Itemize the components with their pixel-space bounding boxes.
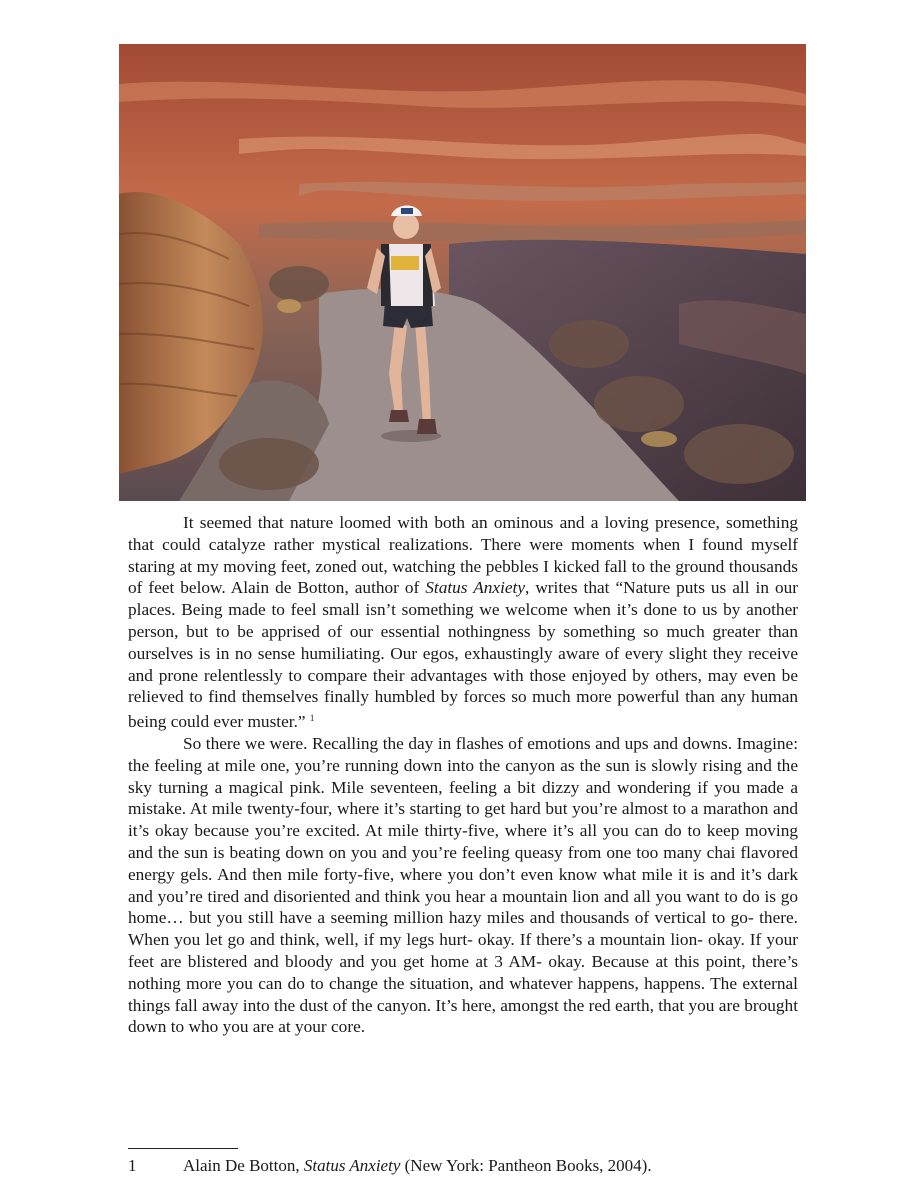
paragraph-1-text: It seemed that nature loomed with both an ominous and a loving presence, something that could catalyze rather mystical realizations. There were moments when I found myself staring at my moving feet, zoned out, watching the pebbles I kicked fall to the ground thousands of feet below. Alain de Botton, author of [128,513,798,598]
body-text [128,512,798,1038]
paragraph-1-quote: , writes that “Nature puts us all in our places. Being made to feel small isn’t something we welcome when it’s done to us by another person, but to be apprised of our essential nothingness by something so much greater than ourselves is in no sense humiliating. Our egos, exhaustingly aware of every slight they receive and prone relentlessly to compare their advantages with those enjoyed by others, may even be relieved to find themselves finally humbled by forces so much more powerful than any human being could ever muster.” [128,578,798,732]
trail-runner-illustration [119,44,806,501]
footnote-title: Status Anxiety [303,1156,401,1175]
footnote-number: 1 [128,1156,137,1175]
paragraph-2: So there we were. Recalling the day in flashes of emotions and ups and downs. Imagine: the feeling at mile one, you’re running down into the canyon as the sun is slowly rising and the sky turning a magical pink. Mile seventeen, feeling a bit dizzy and wondering if you made a mistake. At mile twenty-four, where it’s starting to get hard but you’re almost to a marathon and it’s okay because you’re excited. At mile thirty-five, where it’s all you can do to keep moving and the sun is beating down on you and you’re feeling queasy from one too many chai flavored energy gels. And then mile forty-five, where you don’t even know what mile it is and it’s dark and you’re tired and disoriented and think you hear a mountain lion and all you want to do is go home… but you still have a seeming million hazy miles and thousands of vertical to go- there. When you let go and think, well, if my legs hurt- okay. If there’s a mountain lion- okay. If your feet are blistered and bloody and you get home at 3 AM- okay. Because at this point, there’s nothing more you can do to change the situation, and whatever happens, happens. The external things fall away into the dust of the canyon. It’s here, amongst the red earth, that you are brought down to who you are at your core. [128,733,798,1037]
footnote-reference: 1 [309,713,315,724]
book-title: Status Anxiety [425,578,526,598]
footnote [128,1155,798,1177]
footnote-publication: (New York: Pantheon Books, 2004). [400,1156,652,1175]
canyon-photo [119,44,806,501]
footnote-divider [128,1148,238,1149]
paragraph-1 [128,512,798,733]
footnote-author: Alain De Botton, [183,1156,304,1175]
